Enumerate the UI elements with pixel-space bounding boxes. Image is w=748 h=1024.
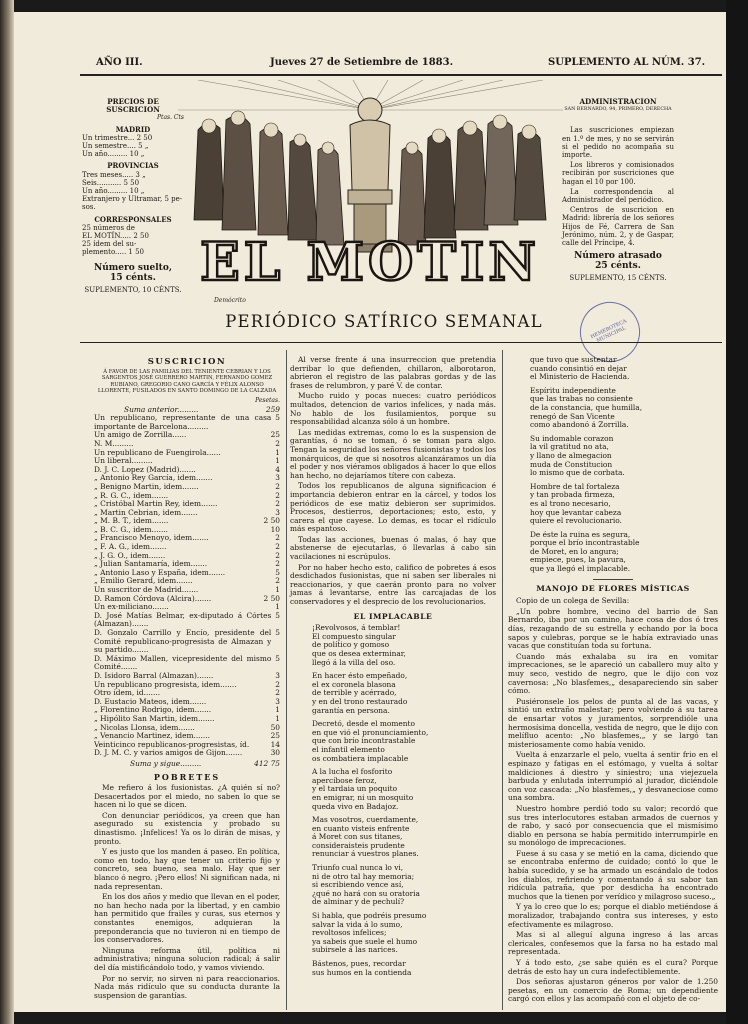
donation-amount: 4: [275, 464, 280, 474]
donor-name: Un ex-miliciano.......: [94, 603, 169, 612]
donor-name: „ J. G. O., idem.......: [94, 551, 166, 560]
donation-row: [94, 449, 280, 458]
article-paragraph: Copio de un colega de Sevilla:: [516, 596, 630, 606]
poem-line: salvar la vida á lo sumo,: [312, 919, 403, 929]
price-line: sos.: [82, 203, 96, 212]
donation-row: [94, 509, 280, 518]
poem-stanza: [312, 672, 496, 715]
issue-date: Jueves 27 de Setiembre de 1883.: [270, 57, 454, 68]
donation-row: [94, 655, 280, 672]
poem-line: Decretó, desde el momento: [312, 719, 415, 729]
donation-row: [94, 474, 280, 483]
donor-name: „ F. A. G., idem.......: [94, 543, 167, 552]
column-2: [290, 356, 496, 982]
article-paragraph: Mas si al alleguí alguna ingreso á las arcas clericales, confesemos que la farsa no ha estado mal representada.: [508, 930, 718, 957]
donation-amount: 2: [275, 550, 280, 560]
scan-background: [726, 0, 748, 1024]
price-line: plemento..... 1 50: [82, 248, 144, 257]
poem-line: de alminar y de pechulí?: [312, 897, 405, 907]
poem-line: subirsele á las narices.: [312, 945, 398, 955]
manojo-heading: MANOJO DE FLORES MÍSTICAS: [536, 583, 690, 593]
column-1: [94, 356, 280, 1002]
poem-line: Hombre de tal fortaleza: [530, 481, 620, 491]
prices-title: PRECIOS DE SUSCRICION: [106, 97, 160, 115]
poem-line: El compuesto singular: [312, 631, 396, 641]
masthead-engraving: [178, 80, 563, 305]
donation-amount: 5: [275, 628, 280, 637]
donor-name: „ Venancio Martinez, idem.......: [94, 732, 210, 741]
donation-amount: 14: [270, 739, 280, 749]
admin-paragraph: Centros de suscricion en Madrid: librería de los señores Hijos de Fé, Carrera de San Jerónimo, núm. 2, y de Gaspar, calle del Príncipe, 4.: [562, 206, 674, 248]
donor-name: „ Cristóbal Martin Rey, idem.......: [94, 500, 218, 509]
donation-row: [94, 586, 280, 595]
price-line: Un año......... 10 „: [82, 187, 145, 196]
donor-name: Veinticinco republicanos-progresistas, íd.: [94, 740, 250, 749]
article-paragraph: Todos los republicanos de alguna significacion é importancia debieron entrar en la cárcel, y todos los periódicos de ese matiz debieron ser suprimidos. Procesos, destierros, deportaciones; esto, esto, y carera el que cayese. Lo demas, es tocar el ridículo más espantoso.: [290, 481, 496, 534]
donation-amount: 2 50: [263, 593, 280, 603]
poem-line: si escribiendo vence así,: [312, 880, 404, 890]
poem-line: Mas vosotros, cuerdamente,: [312, 815, 419, 825]
donor-name: D. J. C. Lopez (Madrid).......: [94, 465, 196, 474]
poem-stanza: [530, 435, 718, 478]
corresponsales-label: CORRESPONSALES: [94, 214, 172, 224]
poem-line: Si habla, que podréis presumo: [312, 911, 427, 921]
donation-row: [94, 569, 280, 578]
article-paragraph: Todas las acciones, buenas ó malas, ó hay que abstenerse de ejecutarlas, ó llevarlas á cabo sin vacilaciones ni escrúpulos.: [290, 534, 496, 562]
poem-stanza: [312, 816, 496, 859]
newspaper-page: [14, 12, 726, 1012]
suscricion-heading: SUSCRICION: [147, 357, 227, 367]
poem-line: el Ministerio de Hacienda.: [530, 372, 630, 382]
article-paragraph: Por no haber hecho esto, califico de pobretes á esos desdichados fusionistas, que ni saben ser liberales ni reaccionarios, y que caerán pronto para no volver jamas á levantarse, entre las carcajadas de los conservadores y el desprecio de los revolucionarios.: [290, 562, 496, 607]
donation-row: [94, 715, 280, 724]
admin-address: SAN BERNARDO, 94, PRIMERO, DERECHA: [564, 107, 672, 113]
donation-amount: 5: [275, 653, 280, 663]
poem-line: llegó á la villa del oso.: [312, 657, 396, 667]
donor-name: Un republicano, representante de una casa importante de Barcelona.........: [94, 414, 272, 431]
donation-row: [94, 457, 280, 466]
poem-line: y tan probada firmeza,: [530, 490, 615, 500]
suma-sigue-value: 412 75: [254, 758, 280, 768]
masthead-subtitle: PERIÓDICO SATÍRICO SEMANAL: [225, 312, 543, 331]
donation-amount: 2: [275, 438, 280, 448]
poem-line: de Moret, en lo angura;: [530, 546, 619, 556]
donation-amount: 1: [275, 447, 280, 457]
poem-stanza: [530, 356, 718, 382]
donor-name: „ B. C. G., idem.......: [94, 525, 169, 534]
price-line: EL MOTÍN..... 2 50: [82, 232, 149, 241]
poem-line: la vil gratitud no ata,: [530, 442, 609, 452]
poem-line: que tuvo que sustentar: [530, 355, 617, 364]
donation-row: [94, 466, 280, 475]
donation-amount: 50: [270, 722, 280, 732]
poem-line: En hacer ésto empeñado,: [312, 671, 408, 681]
donation-row: [94, 749, 280, 758]
donation-row: [94, 629, 280, 655]
donor-name: „ Benigno Martin, idem.......: [94, 482, 199, 491]
article-paragraph: Y ya lo creo que lo es; porque el diablo metiéndose á moralizador, trabajando contra sus intereses, y esto efectivamente es milagroso.: [508, 902, 718, 929]
donation-row: [94, 483, 280, 492]
donation-amount: 2 50: [263, 516, 280, 526]
donation-amount: 25: [270, 430, 280, 440]
donation-amount: 2: [275, 542, 280, 552]
poem-line: es al trono necesario,: [530, 498, 611, 508]
donor-name: „ Hipólito San Martin, idem.......: [94, 714, 215, 723]
donation-amount: 5: [275, 413, 280, 423]
poem-stanza: [530, 387, 718, 430]
issue-supplement: SUPLEMENTO AL NÚM. 37.: [548, 57, 706, 68]
poem-line: de terrible y acérrado,: [312, 688, 397, 698]
article-paragraph: Al verse frente á una insurreccion que pretendia derribar lo que defienden, chillaron, alborotaron, abrieron el registro de las palabras gordas y de las frases de relumbron, y paré V. de contar.: [290, 355, 496, 390]
donor-name: D. Eustacio Mateos, idem.......: [94, 697, 207, 706]
header-rule: [80, 74, 722, 76]
donation-amount: 2: [275, 679, 280, 689]
implacable-poem: [290, 624, 496, 977]
donor-name: Un liberal.........: [94, 457, 153, 466]
donation-row: [94, 741, 280, 750]
article-paragraph: „Un pobre hombre, vecino del barrio de San Bernardo, iba por un camino, hace cosa de dos ó tres días, rezagando de su estrella y echando por la boca sapos y culebras, porque se le había extraviado unas vacas que constituían toda su fortuna.: [508, 606, 718, 651]
administration-box: [562, 98, 674, 282]
poem-stanza: [312, 960, 496, 977]
donation-row: [94, 552, 280, 561]
suscricion-subheading: Á FAVOR DE LAS FAMILIAS DEL TENIENTE CEBRIAN Y LOS SARGENTOS JOSÉ GUERRERO MARTIN, FERNANDO GOMEZ RUBIANO, GREGORIO CANO GARCÍA Y FÉLIX ALONSO LLORENTE, FUSILADOS EN SANTO DOMINGO DE LA CALZADA: [97, 368, 277, 395]
price-line: 25 ídem del su-: [82, 240, 137, 249]
donation-amount: 2: [275, 576, 280, 586]
poem-line: Triunfo cual nunca lo vi,: [312, 863, 404, 873]
donation-row: [94, 431, 280, 440]
article-paragraph: Me refiero á los fusionistas. ¿A quién sí no? Desacertados por el miedo, no saben lo que se hacen ni lo que se dicen.: [94, 783, 280, 810]
masthead-title: EL MOTIN: [200, 232, 540, 293]
donor-name: „ Emilio Gerard, idem.......: [94, 577, 193, 586]
poem-line: queda vivo en Badajoz.: [312, 801, 399, 811]
admin-paragraph: La correspondencia al Administrador del periódico.: [562, 187, 674, 205]
poem-line: garantía en persona.: [312, 705, 390, 715]
donation-amount: 1: [275, 713, 280, 723]
price-line: Tres meses..... 3 „: [82, 170, 146, 179]
poem-line: lo mismo que de corbata.: [530, 468, 625, 478]
article-paragraph: Y á todo esto, ¿se sabe quién es el cura? Porque detrás de esto hay un cura indefectiblemente.: [508, 958, 718, 976]
donor-name: Un republicano de Fuengirola......: [94, 448, 221, 457]
poem-stanza: [530, 531, 718, 574]
article-paragraph: Nuestro hombre perdió todo su valor; recordó que sus tres interlocutores estaban armados de cuernos y de rabo, y sacó por consecuencia que el mismísimo diablo en persona se había permitido interrumpirle en su monólogo de imprecaciones.: [508, 803, 718, 848]
suma-sigue: [94, 760, 280, 769]
donation-row: [94, 517, 280, 526]
back-issue-label: Número atrasado: [574, 251, 662, 262]
donor-name: „ R. G. C., idem.......: [94, 491, 169, 500]
admin-supplement-price: SUPLEMENTO, 15 CÉNTS.: [569, 274, 667, 283]
back-issue-price: 25 cénts.: [595, 261, 641, 272]
admin-title: ADMINISTRACION: [579, 97, 657, 106]
price-line: 25 números de: [82, 223, 135, 232]
donor-name: N. M.........: [94, 439, 134, 448]
article-paragraph: Pusiéronsele los pelos de punta al de las vacas, y sintió un extraño malestar; pero volviendo á su tarea de ensartar votos y juramentos, sorprendióle una hermosísima doncella, vestida de negro, que le dijo con melífluo acento: „No blasfemes,„ y se largó tan misteriosamente como había venido.: [508, 696, 718, 749]
corresponsales-prices: [82, 224, 184, 257]
donation-amount: 2: [275, 533, 280, 543]
donation-row: [94, 560, 280, 569]
poem-line: á Moret con sus titanes,: [312, 832, 403, 842]
donor-name: „ Antonio Laso y España, idem.......: [94, 568, 226, 577]
column-divider: [502, 350, 503, 1010]
donation-row: [94, 414, 280, 431]
price-line: Un año......... 10 „: [82, 150, 145, 159]
donation-amount: 5: [275, 610, 280, 620]
poem-line: que con brío incontrastable: [312, 736, 416, 746]
admin-text: [562, 126, 674, 247]
donor-name: D. Ramon Córdova (Alcira).......: [94, 594, 212, 603]
poem-line: ya sabeis que suele el humo: [312, 936, 418, 946]
poem-stanza: [530, 483, 718, 526]
engraver-signature: Demócrito: [214, 297, 246, 304]
donation-row: [94, 681, 280, 690]
donation-amount: 1: [275, 705, 280, 715]
article-paragraph: Dos señoras ajustaron géneros por valor de 1.250 pesetas, en un comercio de Roma; un dependiente cargó con ellos y las acompañó con el objeto de co-: [508, 977, 718, 1004]
donation-row: [94, 577, 280, 586]
poem-line: el infantil elemento: [312, 744, 385, 754]
poem-line: quiere el revolucionario.: [530, 516, 622, 526]
price-line: Un semestre.... 5 „: [82, 142, 149, 151]
donation-row: [94, 492, 280, 501]
single-issue-price: 15 cénts.: [110, 272, 156, 283]
poem-line: ¿qué no hará con su oratoria: [312, 888, 420, 898]
article-paragraph: Fuese á su casa y se metió en la cama, diciendo que se encontraba enfermo de cuidado; contó lo que le había sucedido, y se ha armado un escándalo de todos los diablos, refiriendo y comentando á su sabor tan ridícula patraña, que por desdicha ha encontrado muchos que la tienen por verídico y milagroso suceso.„: [508, 848, 718, 901]
poem-line: apercíbose feroz,: [312, 775, 377, 785]
donor-name: „ Julian Santamaría, idem.......: [94, 560, 208, 569]
donation-row: [94, 526, 280, 535]
article-paragraph: Mucho ruido y pocas nueces: cuatro periódicos multados, detencion de varios infelices, y nada más. No hablo de los fusilamientos, porque su responsabilidad alcanza sólo á un hombre.: [290, 391, 496, 427]
donation-amount: 2: [275, 481, 280, 491]
article-paragraph: En los dos años y medio que llevan en el poder, no han hecho nada por la libertad, y en cambio han permitido que frailes y curas, sus eternos y constantes enemigos, adquieran la preponderancia que no tuvieron ni en tiempo de los conservadores.: [94, 892, 280, 945]
donation-amount: 3: [275, 696, 280, 706]
poem-line: de la constancia, que humilla,: [530, 402, 643, 412]
poem-line: os combatiera implacable: [312, 753, 409, 763]
admin-paragraph: Los libreros y comisionados recibirán por suscriciones que hagan el 10 por 100.: [562, 161, 674, 186]
poem-line: Su indomable corazon: [530, 433, 614, 443]
admin-paragraph: Las suscriciones empiezan en 1.º de mes, y no se servirán si el pedido no acompaña su importe.: [562, 126, 674, 160]
donor-name: „ Francisco Menoyo, idem.......: [94, 534, 209, 543]
donation-row: [94, 698, 280, 707]
poem-line: porque el brío incontrastable: [530, 538, 640, 548]
donation-amount: 3: [275, 507, 280, 517]
poem-line: empiece, pues, la pavura,: [530, 555, 626, 565]
article-paragraph: Por no servir, no sirven ni para reaccionarios. Nada más ridículo que su conducta durante la suspension de garantías.: [94, 973, 280, 1000]
poem-line: ni de otro tal hay memoria;: [312, 871, 415, 881]
implacable-poem-continued: [508, 356, 718, 574]
supplement-price: SUPLEMENTO, 10 CÉNTS.: [84, 285, 182, 294]
pobretes-heading: POBRETES: [153, 771, 221, 782]
donor-name: „ Florentino Rodrigo, idem.......: [94, 706, 212, 715]
donation-row: [94, 595, 280, 604]
issue-year: AÑO III.: [96, 57, 143, 68]
section-divider: [593, 579, 633, 580]
pobretes-article: [94, 784, 280, 1000]
subscription-prices: [82, 98, 184, 294]
donor-name: „ Antonio Rey García, idem.......: [94, 474, 213, 483]
poem-stanza: [312, 912, 496, 955]
article-paragraph: Con denunciar periódicos, ya creen que han asegurado su existencia y probado su dinastismo. ¡Infelices! Ya os lo dirán de misas, y pronto.: [94, 810, 280, 846]
poem-line: el ex coronela blasona: [312, 679, 396, 689]
donation-row: [94, 603, 280, 612]
donation-amount: 2: [275, 490, 280, 500]
article-paragraph: Ninguna reforma útil, política ni administrativa; ninguna solucion radical; á salir del día mistificándolo todo, y vamos viviendo.: [94, 945, 280, 972]
donation-row: [94, 689, 280, 698]
donor-name: Un amigo de Zorrilla......: [94, 431, 187, 440]
poem-stanza: [312, 720, 496, 763]
poem-line: que os desea exterminar,: [312, 649, 406, 658]
article-paragraph: Y es justo que los manden á paseo. En política, como en todo, hay que tener un criterio fijo y concreto, sea bueno, sea malo. Hay que ser blanco ó negro. ¡Pero ellos! Ni significan nada, ni nada representan.: [94, 847, 280, 891]
donation-row: [94, 440, 280, 449]
donation-amount: 30: [270, 748, 280, 758]
suma-anterior-value: 259: [265, 404, 280, 414]
poem-line: y llano de almegacion: [530, 450, 612, 460]
poem-line: que ya llegó el implacable.: [530, 564, 631, 574]
donor-name: Un republicano progresista, idem.......: [94, 680, 237, 689]
article-paragraph: Las medidas extremas, como lo es la suspension de garantías, ó no se toman, ó se toman para algo. Tengan la seguridad los señores fusionistas y todos los monárquicos, de que si nosotros alcanzáramos un día el poder y nos viéramos obligados á hacer lo que ellos han hecho, no dejaríamos títere con cabeza.: [290, 427, 496, 480]
suma-anterior: [94, 406, 280, 415]
donor-name: Otro ídem, id.......: [94, 689, 161, 698]
donation-amount: 25: [270, 731, 280, 741]
poem-line: cuando consintió en dejar: [530, 363, 627, 373]
donation-row: [94, 500, 280, 509]
price-line: Extranjero y Ultramar, 5 pe-: [82, 195, 183, 204]
poem-line: como abandonó á Zorrilla.: [530, 420, 629, 430]
poem-line: revoltosos infelices;: [312, 928, 387, 938]
poem-stanza: [312, 864, 496, 907]
poem-line: muda de Constitucion: [530, 459, 613, 469]
donation-row: [94, 724, 280, 733]
poem-line: en que vió el pronunciamiento,: [312, 727, 429, 737]
masthead-illustration: [178, 80, 563, 305]
poem-line: Bástenos, pues, recordar: [312, 959, 406, 968]
donor-name: D. J. M. C. y varios amigos de Gijon.......: [94, 749, 243, 758]
donation-list: [94, 414, 280, 758]
donation-row: [94, 534, 280, 543]
poem-stanza: [312, 768, 496, 811]
provincias-label: PROVINCIAS: [107, 161, 159, 171]
poem-line: consideraisteis prudente: [312, 840, 405, 850]
pesetas-label: Pesetas.: [255, 396, 280, 404]
poem-line: de político y gomoso: [312, 640, 390, 650]
poem-line: renunciar á vuestros planes.: [312, 849, 419, 859]
donor-name: „ M. B. T., idem.......: [94, 517, 169, 526]
column-3: [508, 356, 718, 1006]
donor-name: „ Nicolas Llonsa, idem.......: [94, 723, 195, 732]
poem-line: Espíritu independiente: [530, 385, 616, 395]
donation-amount: 5: [275, 567, 280, 577]
donation-amount: 1: [275, 585, 280, 595]
column-divider: [286, 350, 287, 1010]
donor-name: Un suscritor de Madrid.......: [94, 586, 199, 595]
poem-stanza: [312, 624, 496, 667]
donor-name: D. José Matías Belmar, ex-diputado á Córtes (Almazan).......: [94, 611, 272, 629]
poem-line: en emigrar, ni un mosquito: [312, 792, 414, 802]
single-issue-label: Número suelto,: [94, 262, 172, 273]
donation-row: [94, 543, 280, 552]
donation-amount: 1: [275, 602, 280, 612]
poem-line: hoy que levantar cabeza: [530, 507, 622, 517]
manojo-article: [508, 597, 718, 1004]
donation-amount: 2: [275, 688, 280, 698]
article-paragraph: Vuelta á enzarzarle el pelo, vuelta á sentir frio en el espinazo y fatigas en el estómago, y vuelta á soltar maldiciones á diestro y siniestro; una viejezuela barbuda y enlutada interrumpió al jurador, diciéndole con voz cascada: „No blasfemes,„ y desvaneciose como una sombra.: [508, 750, 718, 803]
price-line: Seis........... 5 50: [82, 178, 140, 187]
poem-line: sus humos en la contienda: [312, 967, 412, 977]
poem-line: y en del trono restaurado: [312, 696, 408, 706]
donation-row: [94, 612, 280, 629]
poem-line: y el tardaia un poquito: [312, 784, 398, 794]
donation-amount: 1: [275, 456, 280, 466]
poem-line: A la lucha el fosforito: [312, 767, 393, 777]
donation-amount: 2: [275, 499, 280, 509]
donor-name: D. Gonzalo Carrillo y Encío, presidente del Comité republicano-progresista de Almazan y su partido.......: [94, 629, 272, 655]
madrid-label: MADRID: [115, 124, 151, 134]
poem-line: ¡Revolvosos, á temblar!: [312, 623, 401, 633]
poem-line: en cuanto visteis enfrente: [312, 823, 410, 833]
article-paragraph: Cuando más exhalaba su ira en vomitar imprecaciones, se le apareció un caballero muy alto y muy seco, vestido de negro, que le dijo con voz cavernosa: „No blasfemes,„ desapareciendo sin saber cómo.: [508, 651, 718, 696]
suma-anterior-label: Suma anterior.........: [124, 405, 199, 414]
library-stamp: HEMEROTECA MUNICIPAL: [570, 292, 650, 372]
donation-amount: 3: [275, 670, 280, 680]
suma-sigue-label: Suma y sigue.........: [130, 759, 202, 768]
donation-amount: 3: [275, 473, 280, 483]
donor-name: D. Isidoro Barral (Almazan).......: [94, 671, 214, 680]
poem-line: renegó de San Vicente: [530, 411, 615, 421]
masthead-rule: [80, 342, 722, 343]
poem-line: que las trabas no consiente: [530, 394, 633, 404]
price-line: Un trimestre... 2 50: [82, 133, 153, 142]
donation-row: [94, 672, 280, 681]
prices-currency: Ptas. Cts: [157, 114, 184, 122]
madrid-prices: [82, 134, 184, 159]
provincias-prices: [82, 171, 184, 212]
donor-name: D. Máximo Mallen, vicepresidente del mismo Comité.......: [94, 654, 272, 672]
book-spine: [0, 0, 14, 1024]
poem-line: De éste la ruina es segura,: [530, 529, 631, 539]
donation-row: [94, 706, 280, 715]
donation-row: [94, 732, 280, 741]
donation-amount: 10: [270, 524, 280, 534]
donation-amount: 2: [275, 559, 280, 569]
donor-name: „ Martin Cebrian, idem.......: [94, 508, 198, 517]
implacable-heading: EL IMPLACABLE: [353, 611, 433, 621]
